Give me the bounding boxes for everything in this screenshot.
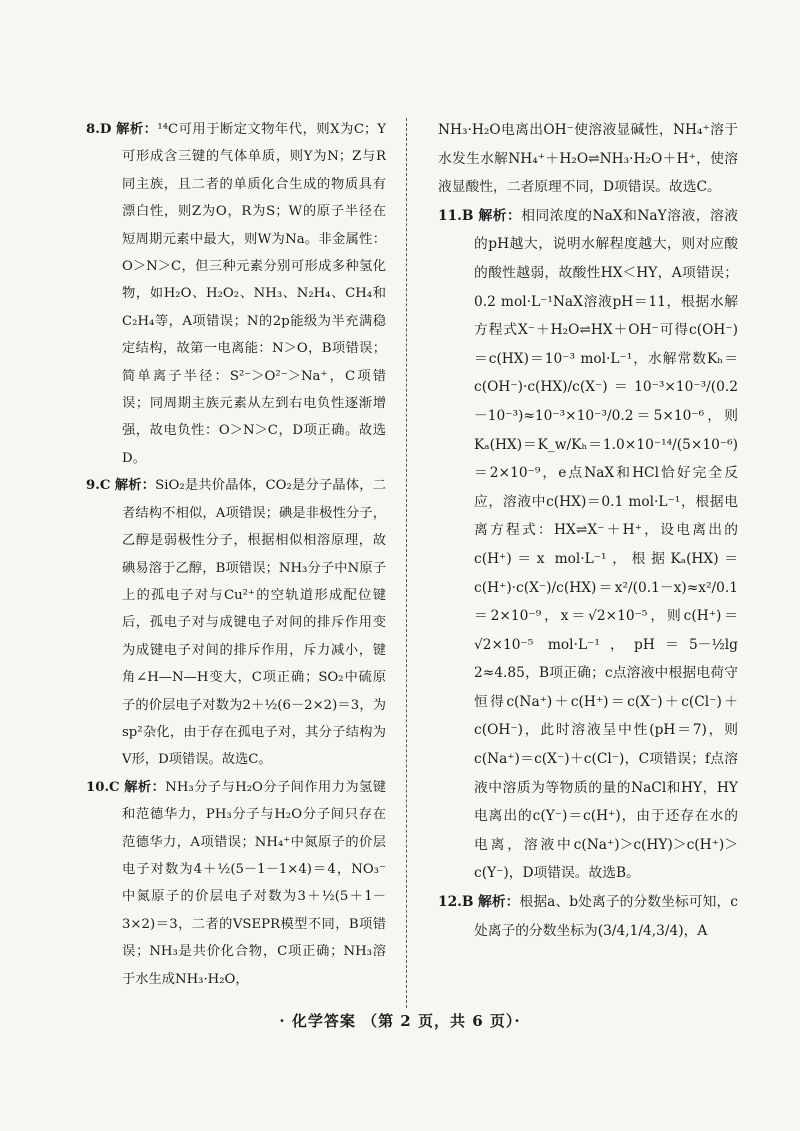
answer-item-12 xyxy=(438,888,738,945)
answer-item-8 xyxy=(86,116,386,472)
answer-item-10-continued xyxy=(438,116,738,202)
question-number: 9.C xyxy=(86,478,111,494)
analysis-label: 解析： xyxy=(114,478,156,494)
analysis-label: 解析： xyxy=(116,122,158,137)
question-number: 12.B xyxy=(438,894,474,911)
question-number: 8.D xyxy=(86,122,112,137)
column-divider xyxy=(406,118,407,1008)
question-number: 10.C xyxy=(86,779,120,795)
analysis-text: ¹⁴C可用于断定文物年代，则X为C；Y可形成含三键的气体单质，则Y为N；Z与R同主族，且二者的单质化合生成的物质具有漂白性，则Z为O，R为S；W的原子半径在短周期元素中最大，则W为Na。非金属性：O＞N＞C，但三种元素分别可形成多种氢化物，如H₂O、H₂O₂、NH₃、N₂H₄、CH₄和C₂H₄等，A项错误；N的2p能级为半充满稳定结构，故第一电离能：N＞O，B项错误；简单离子半径：S²⁻＞O²⁻＞Na⁺，C项错误；同周期主族元素从左到右电负性逐渐增强，故电负性：O＞N＞C，D项正确。故选D。 xyxy=(122,122,386,466)
answer-item-10 xyxy=(86,774,386,993)
analysis-text: 相同浓度的NaX和NaY溶液，溶液的pH越大，说明水解程度越大，则对应酸的酸性越弱，故酸性HX＜HY，A项错误；0.2 mol·L⁻¹NaX溶液pH＝11，根据水解方程式X⁻＋H₂O⇌HX＋OH⁻可得c(OH⁻)＝c(HX)＝10⁻³ mol·L⁻¹，水解常数Kₕ＝c(OH⁻)·c(HX)/c(X⁻)＝10⁻³×10⁻³/(0.2－10⁻³)≈10⁻³×10⁻³/0.2＝5×10⁻⁶，则Kₐ(HX)＝K_w/Kₕ＝1.0×10⁻¹⁴/(5×10⁻⁶)＝2×10⁻⁹，e点NaX和HCl恰好完全反应，溶液中c(HX)＝0.1 mol·L⁻¹，根据电离方程式：HX⇌X⁻＋H⁺，设电离出的c(H⁺)＝x mol·L⁻¹，根据Kₐ(HX)＝c(H⁺)·c(X⁻)/c(HX)＝x²/(0.1－x)≈x²/0.1＝2×10⁻⁹，x＝√2×10⁻⁵，则c(H⁺)＝√2×10⁻⁵ mol·L⁻¹，pH＝5－½lg 2≈4.85，B项正确；c点溶液中根据电荷守恒得c(Na⁺)＋c(H⁺)＝c(X⁻)＋c(Cl⁻)＋c(OH⁻)，此时溶液呈中性(pH＝7)，则c(Na⁺)＝c(X⁻)＋c(Cl⁻)，C项错误；f点溶液中溶质为等物质的量的NaCl和HY，HY电离出的c(Y⁻)＝c(H⁺)，由于还存在水的电离，溶液中c(Na⁺)＞c(HY)＞c(H⁺)＞c(Y⁻)，D项错误。故选B。 xyxy=(474,207,738,882)
analysis-text: 根据a、b处离子的分数坐标可知，c处离子的分数坐标为(3/4,1/4,3/4)，A xyxy=(474,894,738,939)
analysis-text: NH₃分子与H₂O分子间作用力为氢键和范德华力，PH₃分子与H₂O分子间只存在范德华力，A项错误；NH₄⁺中氮原子的价层电子对数为4＋½(5－1－1×4)＝4，NO₃⁻中氮原子的价层电子对数为3＋½(5＋1－3×2)＝3，二者的VSEPR模型不同，B项错误；NH₃是共价化合物，C项正确；NH₃溶于水生成NH₃·H₂O， xyxy=(122,779,386,987)
answer-item-11 xyxy=(438,202,738,888)
question-number: 11.B xyxy=(438,207,474,224)
analysis-text: SiO₂是共价晶体，CO₂是分子晶体，二者结构不相似，A项错误；碘是非极性分子，乙醇是弱极性分子，根据相似相溶原理，故碘易溶于乙醇，B项错误；NH₃分子中N原子上的孤电子对与Cu²⁺的空轨道形成配位键后，孤电子对与成键电子对间的排斥作用变为成键电子对间的排斥作用，斥力减小，键角∠H—N—H变大，C项正确；SO₂中硫原子的价层电子对数为2＋½(6－2×2)＝3，为sp²杂化，由于存在孤电子对，其分子结构为V形，D项错误。故选C。 xyxy=(122,478,386,768)
right-column xyxy=(438,116,738,945)
analysis-text: NH₃·H₂O电离出OH⁻使溶液显碱性，NH₄⁺溶于水发生水解NH₄⁺＋H₂O⇌NH₃·H₂O＋H⁺，使溶液显酸性，二者原理不同，D项错误。故选C。 xyxy=(438,122,738,196)
page-footer: · 化学答案 （第 2 页，共 6 页）· xyxy=(279,1012,521,1030)
analysis-label: 解析： xyxy=(478,207,522,224)
answer-item-9 xyxy=(86,472,386,773)
left-column xyxy=(86,116,386,993)
analysis-label: 解析： xyxy=(478,894,520,911)
analysis-label: 解析： xyxy=(124,779,166,795)
